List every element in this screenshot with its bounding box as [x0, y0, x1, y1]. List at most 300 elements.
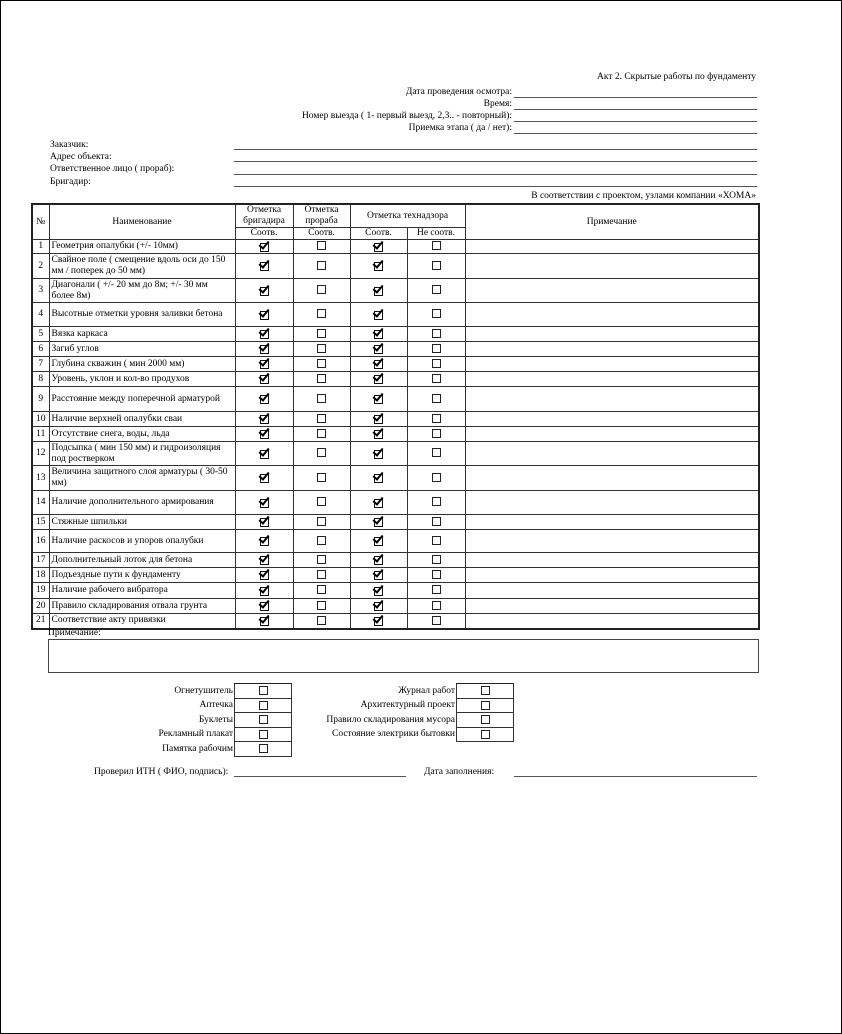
unchecked-checkbox-icon[interactable] — [259, 730, 268, 739]
checked-checkbox-icon[interactable] — [373, 615, 384, 625]
equipment-label: Архитектурный проект — [360, 700, 455, 711]
unchecked-checkbox-icon[interactable] — [317, 329, 326, 338]
address-label: Адрес объекта: — [50, 152, 112, 162]
checked-checkbox-icon[interactable] — [259, 428, 270, 438]
foreman-checkbox[interactable] — [235, 254, 293, 279]
unchecked-checkbox-icon[interactable] — [481, 686, 490, 695]
row-name: Расстояние между поперечной арматурой — [49, 387, 235, 412]
row-number: 20 — [32, 599, 49, 614]
date-label: Дата проведения осмотра: — [405, 87, 512, 97]
equipment-item — [326, 698, 513, 713]
header-supervision: Отметка технадзора — [350, 204, 465, 228]
unchecked-checkbox-icon[interactable] — [432, 536, 441, 545]
unchecked-checkbox-icon[interactable] — [432, 448, 441, 457]
unchecked-checkbox-icon[interactable] — [317, 429, 326, 438]
row-name: Наличие раскосов и упоров опалубки — [49, 530, 235, 553]
responsible-label: Ответственное лицо ( прораб): — [50, 164, 175, 174]
header-foreman-compliant: Соотв. — [235, 228, 293, 240]
unchecked-checkbox-icon[interactable] — [317, 473, 326, 482]
checked-checkbox-icon[interactable] — [259, 516, 270, 526]
row-name: Подъездные пути к фундаменту — [49, 568, 235, 583]
supervision-compliant-checkbox[interactable] — [350, 491, 407, 515]
table-row — [32, 614, 759, 629]
table-row — [32, 568, 759, 583]
unchecked-checkbox-icon[interactable] — [317, 570, 326, 579]
unchecked-checkbox-icon[interactable] — [432, 241, 441, 250]
unchecked-checkbox-icon[interactable] — [317, 616, 326, 625]
unchecked-checkbox-icon[interactable] — [432, 570, 441, 579]
table-row — [32, 254, 759, 279]
fill-date-field[interactable] — [514, 776, 757, 777]
checked-checkbox-icon[interactable] — [259, 358, 270, 368]
unchecked-checkbox-icon[interactable] — [317, 536, 326, 545]
supervision-noncompliant-checkbox[interactable] — [407, 466, 465, 491]
row-number: 10 — [32, 412, 49, 427]
equipment-left-table — [158, 683, 292, 757]
table-row — [32, 240, 759, 254]
table-row — [32, 553, 759, 568]
checked-checkbox-icon[interactable] — [373, 554, 384, 564]
checked-checkbox-icon[interactable] — [259, 328, 270, 338]
supervision-noncompliant-checkbox[interactable] — [407, 387, 465, 412]
superintendent-checkbox[interactable] — [293, 303, 350, 327]
row-name: Диагонали ( +/- 20 мм до 8м; +/- 30 мм более 8м) — [49, 279, 235, 303]
row-name: Правило складирования отвала грунта — [49, 599, 235, 614]
supervision-compliant-checkbox[interactable] — [350, 515, 407, 530]
unchecked-checkbox-icon[interactable] — [432, 517, 441, 526]
equipment-label: Буклеты — [198, 714, 233, 725]
foreman-checkbox[interactable] — [235, 240, 293, 254]
unchecked-checkbox-icon[interactable] — [432, 414, 441, 423]
unchecked-checkbox-icon[interactable] — [432, 616, 441, 625]
unchecked-checkbox-icon[interactable] — [432, 374, 441, 383]
supervision-noncompliant-checkbox[interactable] — [407, 583, 465, 599]
row-number: 11 — [32, 427, 49, 442]
supervision-compliant-checkbox[interactable] — [350, 372, 407, 387]
unchecked-checkbox-icon[interactable] — [432, 359, 441, 368]
superintendent-checkbox[interactable] — [293, 568, 350, 583]
foreman-checkbox[interactable] — [235, 614, 293, 629]
row-note[interactable] — [465, 491, 759, 515]
notes-label: Примечание: — [48, 628, 101, 638]
table-row — [32, 466, 759, 491]
equipment-right-table — [326, 683, 514, 742]
checked-checkbox-icon[interactable] — [373, 516, 384, 526]
row-number: 9 — [32, 387, 49, 412]
unchecked-checkbox-icon[interactable] — [317, 261, 326, 270]
customer-label: Заказчик: — [50, 140, 89, 150]
supervision-compliant-checkbox[interactable] — [350, 442, 407, 466]
table-row — [32, 342, 759, 357]
checked-checkbox-icon[interactable] — [259, 260, 270, 270]
unchecked-checkbox-icon[interactable] — [481, 701, 490, 710]
row-number: 15 — [32, 515, 49, 530]
row-name: Глубина скважин ( мин 2000 мм) — [49, 357, 235, 372]
equipment-item — [326, 727, 513, 742]
unchecked-checkbox-icon[interactable] — [432, 344, 441, 353]
supervision-noncompliant-checkbox[interactable] — [407, 372, 465, 387]
foreman-checkbox[interactable] — [235, 427, 293, 442]
checked-checkbox-icon[interactable] — [373, 413, 384, 423]
checked-checkbox-icon[interactable] — [373, 328, 384, 338]
supervision-noncompliant-checkbox[interactable] — [407, 279, 465, 303]
row-note[interactable] — [465, 372, 759, 387]
row-note[interactable] — [465, 412, 759, 427]
notes-field[interactable] — [48, 639, 759, 673]
checked-checkbox-icon[interactable] — [259, 393, 270, 403]
row-note[interactable] — [465, 279, 759, 303]
superintendent-checkbox[interactable] — [293, 357, 350, 372]
foreman-checkbox[interactable] — [235, 279, 293, 303]
table-row — [32, 412, 759, 427]
row-number: 1 — [32, 240, 49, 254]
unchecked-checkbox-icon[interactable] — [317, 517, 326, 526]
checked-checkbox-icon[interactable] — [259, 615, 270, 625]
table-row — [32, 583, 759, 599]
supervision-noncompliant-checkbox[interactable] — [407, 240, 465, 254]
table-row — [32, 327, 759, 342]
supervision-compliant-checkbox[interactable] — [350, 387, 407, 412]
equipment-checkbox-cell[interactable] — [235, 713, 292, 728]
checked-checkbox-icon[interactable] — [259, 448, 270, 458]
table-row — [32, 372, 759, 387]
row-note[interactable] — [465, 599, 759, 614]
unchecked-checkbox-icon[interactable] — [317, 601, 326, 610]
customer-field[interactable] — [234, 149, 757, 150]
row-note[interactable] — [465, 303, 759, 327]
supervision-noncompliant-checkbox[interactable] — [407, 442, 465, 466]
row-name: Соответствие акту привязки — [49, 614, 235, 629]
header-name: Наименование — [49, 204, 235, 240]
unchecked-checkbox-icon[interactable] — [317, 585, 326, 594]
row-name: Геометрия опалубки (+/- 10мм) — [49, 240, 235, 254]
unchecked-checkbox-icon[interactable] — [317, 309, 326, 318]
unchecked-checkbox-icon[interactable] — [432, 497, 441, 506]
checked-by-field[interactable] — [234, 776, 406, 777]
row-name: Отсутствие снега, воды, льда — [49, 427, 235, 442]
superintendent-checkbox[interactable] — [293, 614, 350, 629]
checked-checkbox-icon[interactable] — [373, 285, 384, 295]
supervision-noncompliant-checkbox[interactable] — [407, 553, 465, 568]
unchecked-checkbox-icon[interactable] — [317, 555, 326, 564]
unchecked-checkbox-icon[interactable] — [317, 344, 326, 353]
superintendent-checkbox[interactable] — [293, 530, 350, 553]
supervision-compliant-checkbox[interactable] — [350, 614, 407, 629]
row-note[interactable] — [465, 342, 759, 357]
row-note[interactable] — [465, 530, 759, 553]
unchecked-checkbox-icon[interactable] — [432, 601, 441, 610]
row-name: Дополнительный лоток для бетона — [49, 553, 235, 568]
row-note[interactable] — [465, 254, 759, 279]
superintendent-checkbox[interactable] — [293, 342, 350, 357]
unchecked-checkbox-icon[interactable] — [317, 374, 326, 383]
supervision-noncompliant-checkbox[interactable] — [407, 515, 465, 530]
unchecked-checkbox-icon[interactable] — [432, 285, 441, 294]
supervision-compliant-checkbox[interactable] — [350, 530, 407, 553]
unchecked-checkbox-icon[interactable] — [432, 329, 441, 338]
row-note[interactable] — [465, 583, 759, 599]
row-name: Наличие рабочего вибратора — [49, 583, 235, 599]
unchecked-checkbox-icon[interactable] — [317, 497, 326, 506]
supervision-noncompliant-checkbox[interactable] — [407, 254, 465, 279]
row-name: Уровень, уклон и кол-во продухов — [49, 372, 235, 387]
checked-checkbox-icon[interactable] — [373, 393, 384, 403]
fill-date-label: Дата заполнения: — [424, 767, 495, 777]
supervision-compliant-checkbox[interactable] — [350, 427, 407, 442]
table-row — [32, 491, 759, 515]
supervision-compliant-checkbox[interactable] — [350, 303, 407, 327]
row-name: Наличие верхней опалубки сваи — [49, 412, 235, 427]
supervision-noncompliant-checkbox[interactable] — [407, 614, 465, 629]
supervision-noncompliant-checkbox[interactable] — [407, 530, 465, 553]
checked-checkbox-icon[interactable] — [373, 472, 384, 482]
equipment-checkbox-cell[interactable] — [457, 698, 514, 713]
equipment-item — [158, 684, 291, 699]
row-number: 6 — [32, 342, 49, 357]
row-note[interactable] — [465, 442, 759, 466]
checked-checkbox-icon[interactable] — [259, 472, 270, 482]
address-field[interactable] — [234, 161, 757, 162]
row-name: Свайное поле ( смещение вдоль оси до 150 мм / поперек до 50 мм) — [49, 254, 235, 279]
row-note[interactable] — [465, 387, 759, 412]
checked-checkbox-icon[interactable] — [373, 535, 384, 545]
row-number: 21 — [32, 614, 49, 629]
equipment-checkbox-cell[interactable] — [235, 698, 292, 713]
unchecked-checkbox-icon[interactable] — [317, 394, 326, 403]
unchecked-checkbox-icon[interactable] — [259, 701, 268, 710]
header-superintendent: Отметка прораба — [293, 204, 350, 228]
equipment-checkbox-cell[interactable] — [457, 684, 514, 699]
supervision-noncompliant-checkbox[interactable] — [407, 342, 465, 357]
equipment-item — [326, 684, 513, 699]
row-note[interactable] — [465, 466, 759, 491]
foreman-checkbox[interactable] — [235, 303, 293, 327]
row-number: 8 — [32, 372, 49, 387]
header-foreman: Отметка бригадира — [235, 204, 293, 228]
equipment-item — [158, 713, 291, 728]
row-note[interactable] — [465, 553, 759, 568]
row-name: Наличие дополнительного армирования — [49, 491, 235, 515]
inspection-table — [31, 203, 760, 630]
supervision-noncompliant-checkbox[interactable] — [407, 327, 465, 342]
unchecked-checkbox-icon[interactable] — [317, 414, 326, 423]
checked-checkbox-icon[interactable] — [259, 309, 270, 319]
equipment-item — [158, 727, 291, 742]
visit-number-label: Номер выезда ( 1- первый выезд, 2,3.. - повторный): — [301, 111, 512, 121]
document-title: Акт 2. Скрытые работы по фундаменту — [596, 72, 756, 82]
compliance-note: В соответствии с проектом, узлами компании «ХОМА» — [531, 191, 756, 201]
unchecked-checkbox-icon[interactable] — [432, 394, 441, 403]
header-superintendent-compliant: Соотв. — [293, 228, 350, 240]
superintendent-checkbox[interactable] — [293, 279, 350, 303]
supervision-compliant-checkbox[interactable] — [350, 240, 407, 254]
row-note[interactable] — [465, 327, 759, 342]
checked-checkbox-icon[interactable] — [373, 358, 384, 368]
unchecked-checkbox-icon[interactable] — [317, 448, 326, 457]
checked-checkbox-icon[interactable] — [259, 535, 270, 545]
foreman-checkbox[interactable] — [235, 442, 293, 466]
superintendent-checkbox[interactable] — [293, 553, 350, 568]
checked-checkbox-icon[interactable] — [259, 600, 270, 610]
row-number: 18 — [32, 568, 49, 583]
checked-checkbox-icon[interactable] — [373, 497, 384, 507]
checked-checkbox-icon[interactable] — [373, 585, 384, 595]
row-number: 13 — [32, 466, 49, 491]
row-number: 7 — [32, 357, 49, 372]
unchecked-checkbox-icon[interactable] — [481, 715, 490, 724]
superintendent-checkbox[interactable] — [293, 491, 350, 515]
supervision-noncompliant-checkbox[interactable] — [407, 599, 465, 614]
unchecked-checkbox-icon[interactable] — [432, 309, 441, 318]
header-num: № — [32, 204, 49, 240]
unchecked-checkbox-icon[interactable] — [432, 429, 441, 438]
supervision-noncompliant-checkbox[interactable] — [407, 568, 465, 583]
row-number: 16 — [32, 530, 49, 553]
unchecked-checkbox-icon[interactable] — [259, 744, 268, 753]
time-label: Время: — [483, 99, 512, 109]
equipment-checkbox-cell[interactable] — [235, 684, 292, 699]
superintendent-checkbox[interactable] — [293, 254, 350, 279]
supervision-noncompliant-checkbox[interactable] — [407, 491, 465, 515]
equipment-label: Рекламный плакат — [158, 729, 233, 740]
superintendent-checkbox[interactable] — [293, 466, 350, 491]
checked-checkbox-icon[interactable] — [373, 373, 384, 383]
header-supervision-noncompliant: Не соотв. — [407, 228, 465, 240]
equipment-item — [158, 698, 291, 713]
checked-checkbox-icon[interactable] — [259, 413, 270, 423]
equipment-checkbox-cell[interactable] — [457, 727, 514, 742]
table-row — [32, 530, 759, 553]
checked-checkbox-icon[interactable] — [259, 497, 270, 507]
checked-checkbox-icon[interactable] — [373, 428, 384, 438]
row-note[interactable] — [465, 614, 759, 629]
row-name: Вязка каркаса — [49, 327, 235, 342]
table-row — [32, 387, 759, 412]
row-note[interactable] — [465, 568, 759, 583]
superintendent-checkbox[interactable] — [293, 327, 350, 342]
equipment-label: Правило складирования мусора — [326, 714, 455, 725]
unchecked-checkbox-icon[interactable] — [432, 261, 441, 270]
supervision-compliant-checkbox[interactable] — [350, 466, 407, 491]
checked-checkbox-icon[interactable] — [259, 373, 270, 383]
stage-acceptance-label: Приемка этапа ( да / нет): — [408, 123, 512, 133]
superintendent-checkbox[interactable] — [293, 240, 350, 254]
row-name: Величина защитного слоя арматуры ( 30-50 мм) — [49, 466, 235, 491]
foreman-checkbox[interactable] — [235, 491, 293, 515]
foreman-label: Бригадир: — [50, 177, 91, 187]
row-note[interactable] — [465, 357, 759, 372]
supervision-noncompliant-checkbox[interactable] — [407, 303, 465, 327]
supervision-compliant-checkbox[interactable] — [350, 279, 407, 303]
table-row — [32, 279, 759, 303]
supervision-compliant-checkbox[interactable] — [350, 568, 407, 583]
unchecked-checkbox-icon[interactable] — [317, 285, 326, 294]
checked-checkbox-icon[interactable] — [373, 448, 384, 458]
row-number: 12 — [32, 442, 49, 466]
unchecked-checkbox-icon[interactable] — [317, 359, 326, 368]
responsible-field[interactable] — [234, 174, 757, 175]
supervision-noncompliant-checkbox[interactable] — [407, 427, 465, 442]
checked-checkbox-icon[interactable] — [373, 343, 384, 353]
unchecked-checkbox-icon[interactable] — [259, 715, 268, 724]
checked-checkbox-icon[interactable] — [259, 554, 270, 564]
checked-checkbox-icon[interactable] — [259, 343, 270, 353]
foreman-checkbox[interactable] — [235, 583, 293, 599]
equipment-checkbox-cell[interactable] — [457, 713, 514, 728]
equipment-label: Состояние электрики бытовки — [332, 729, 455, 740]
foreman-checkbox[interactable] — [235, 466, 293, 491]
supervision-compliant-checkbox[interactable] — [350, 254, 407, 279]
supervision-noncompliant-checkbox[interactable] — [407, 412, 465, 427]
row-note[interactable] — [465, 240, 759, 254]
equipment-item — [326, 713, 513, 728]
unchecked-checkbox-icon[interactable] — [481, 730, 490, 739]
superintendent-checkbox[interactable] — [293, 372, 350, 387]
table-row — [32, 515, 759, 530]
date-field[interactable] — [514, 97, 757, 98]
checked-checkbox-icon[interactable] — [373, 260, 384, 270]
time-field[interactable] — [514, 109, 757, 110]
equipment-item — [158, 742, 291, 757]
table-row — [32, 357, 759, 372]
superintendent-checkbox[interactable] — [293, 442, 350, 466]
foreman-checkbox[interactable] — [235, 372, 293, 387]
unchecked-checkbox-icon[interactable] — [317, 241, 326, 250]
unchecked-checkbox-icon[interactable] — [432, 555, 441, 564]
visit-number-field[interactable] — [514, 121, 757, 122]
superintendent-checkbox[interactable] — [293, 412, 350, 427]
table-row — [32, 442, 759, 466]
row-note[interactable] — [465, 515, 759, 530]
row-number: 19 — [32, 583, 49, 599]
checked-by-label: Проверил ИТН ( ФИО, подпись): — [94, 767, 229, 777]
supervision-noncompliant-checkbox[interactable] — [407, 357, 465, 372]
superintendent-checkbox[interactable] — [293, 427, 350, 442]
header-note: Примечание — [465, 204, 759, 240]
unchecked-checkbox-icon[interactable] — [259, 686, 268, 695]
row-number: 14 — [32, 491, 49, 515]
equipment-checkbox-cell[interactable] — [235, 727, 292, 742]
foreman-checkbox[interactable] — [235, 530, 293, 553]
row-name: Высотные отметки уровня заливки бетона — [49, 303, 235, 327]
equipment-checkbox-cell[interactable] — [235, 742, 292, 757]
foreman-checkbox[interactable] — [235, 515, 293, 530]
row-note[interactable] — [465, 427, 759, 442]
checked-checkbox-icon[interactable] — [373, 569, 384, 579]
foreman-checkbox[interactable] — [235, 387, 293, 412]
unchecked-checkbox-icon[interactable] — [432, 473, 441, 482]
row-number: 3 — [32, 279, 49, 303]
superintendent-checkbox[interactable] — [293, 599, 350, 614]
row-name: Подсыпка ( мин 150 мм) и гидроизоляция под ростверком — [49, 442, 235, 466]
table-row — [32, 427, 759, 442]
unchecked-checkbox-icon[interactable] — [432, 585, 441, 594]
superintendent-checkbox[interactable] — [293, 583, 350, 599]
checked-checkbox-icon[interactable] — [259, 585, 270, 595]
foreman-field[interactable] — [234, 186, 757, 187]
equipment-label: Огнетушитель — [174, 685, 233, 696]
checked-checkbox-icon[interactable] — [373, 600, 384, 610]
checked-checkbox-icon[interactable] — [259, 569, 270, 579]
superintendent-checkbox[interactable] — [293, 515, 350, 530]
foreman-checkbox[interactable] — [235, 568, 293, 583]
superintendent-checkbox[interactable] — [293, 387, 350, 412]
checked-checkbox-icon[interactable] — [373, 241, 384, 251]
checked-checkbox-icon[interactable] — [259, 241, 270, 251]
checked-checkbox-icon[interactable] — [373, 309, 384, 319]
stage-acceptance-field[interactable] — [514, 133, 757, 134]
checked-checkbox-icon[interactable] — [259, 285, 270, 295]
